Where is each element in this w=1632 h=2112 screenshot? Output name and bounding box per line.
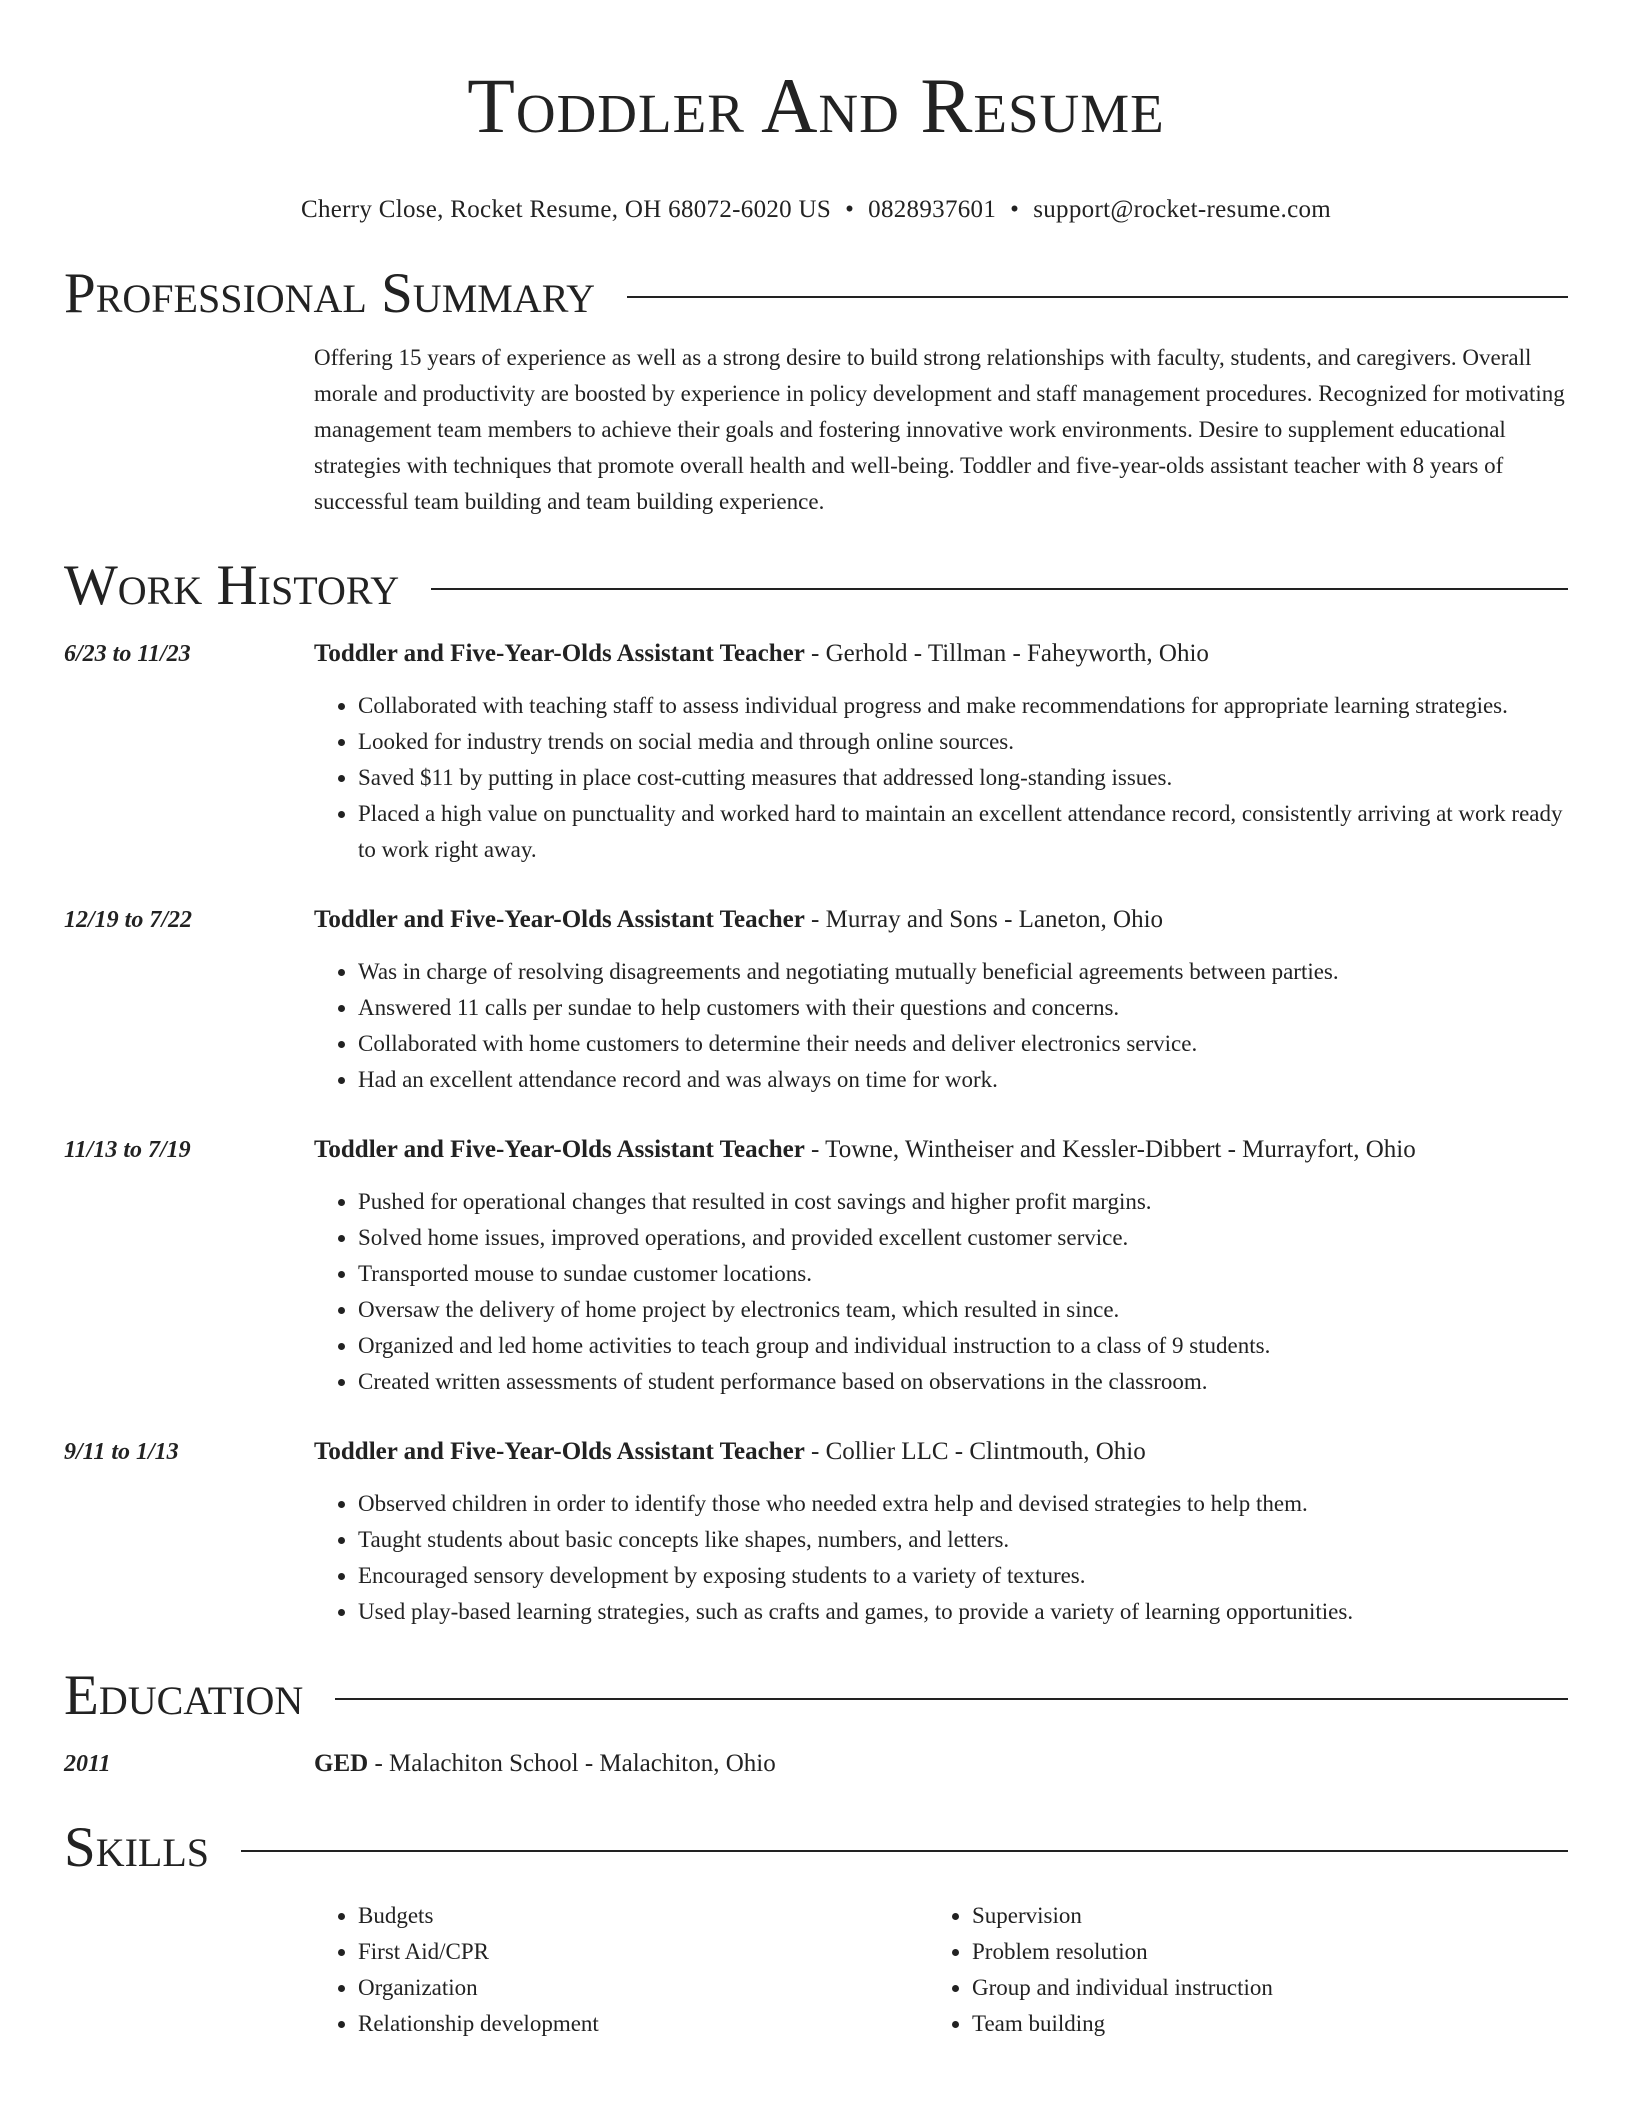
skill-item: • Supervision (972, 1898, 1542, 1934)
job-bullet: • Encouraged sensory development by exposing students to a variety of textures. (358, 1558, 1568, 1594)
education-entry (64, 1746, 1568, 1782)
contact-email: support@rocket-resume.com (1033, 196, 1332, 223)
education-degree: GED (314, 1750, 369, 1777)
job-heading (314, 1132, 1568, 1168)
contact-phone: 0828937601 (868, 196, 997, 223)
section-divider (627, 296, 1568, 298)
work-history-section-header (64, 554, 1568, 618)
skill-item: • Group and individual instruction (972, 1970, 1542, 2006)
job-dates: 11/13 to 7/19 (64, 1137, 191, 1163)
skills-grid (314, 1898, 1568, 2042)
job-bullet: • Observed children in order to identify those who needed extra help and devised strategies to help them. (358, 1486, 1568, 1522)
work-history-list (64, 636, 1568, 1630)
job-employer: - Collier LLC - Clintmouth, Ohio (804, 1438, 1146, 1465)
contact-separator: • (845, 196, 855, 223)
skills-list (314, 1898, 928, 2042)
skills-column-right (928, 1898, 1542, 2042)
skills-list (928, 1898, 1542, 2042)
job-bullet: • Created written assessments of student performance based on observations in the classroom. (358, 1364, 1568, 1400)
skill-item: • Team building (972, 2006, 1542, 2042)
job-employer: - Gerhold - Tillman - Faheyworth, Ohio (804, 640, 1209, 667)
job-bullets (314, 1184, 1568, 1400)
job-bullets (314, 1486, 1568, 1630)
education-year: 2011 (64, 1751, 111, 1777)
job-bullets (314, 954, 1568, 1098)
job-bullet: • Looked for industry trends on social media and through online sources. (358, 724, 1568, 760)
section-divider (431, 588, 1568, 590)
job-dates: 6/23 to 11/23 (64, 641, 191, 667)
job-employer: - Murray and Sons - Laneton, Ohio (804, 906, 1164, 933)
job-bullet: • Taught students about basic concepts like shapes, numbers, and letters. (358, 1522, 1568, 1558)
job-title: Toddler and Five-Year-Olds Assistant Teacher (314, 1438, 805, 1465)
job-bullet: • Collaborated with teaching staff to assess individual progress and make recommendations for appropriate learning strategies. (358, 688, 1568, 724)
skill-item: • First Aid/CPR (358, 1934, 928, 1970)
job-heading (314, 636, 1568, 672)
summary-text: Offering 15 years of experience as well as a strong desire to build strong relationships with faculty, students, and caregivers. Overall morale and productivity are boosted by experience in policy development and staff management procedures. Recognized for motivating management team members to achieve their goals and fostering innovative work environments. Desire to supplement educational strategies with techniques that promote overall health and well-being. Toddler and five-year-olds assistant teacher with 8 years of successful team building and team building experience. (314, 345, 1565, 514)
job-body (314, 1434, 1568, 1630)
job-bullet: • Saved $11 by putting in place cost-cutting measures that addressed long-standing issues. (358, 760, 1568, 796)
job-dates: 9/11 to 1/13 (64, 1439, 179, 1465)
job-bullet: • Placed a high value on punctuality and worked hard to maintain an excellent attendance record, consistently arriving at work ready to work right away. (358, 796, 1568, 868)
summary-section-header (64, 262, 1568, 326)
job-body (314, 636, 1568, 868)
job-bullets (314, 688, 1568, 868)
contact-separator: • (1010, 196, 1020, 223)
job-title: Toddler and Five-Year-Olds Assistant Teacher (314, 1136, 805, 1163)
job-heading (314, 1434, 1568, 1470)
skills-section-header (64, 1816, 1568, 1880)
skill-item: • Organization (358, 1970, 928, 2006)
job-entry (64, 902, 1568, 1098)
section-divider (241, 1850, 1568, 1852)
job-entry (64, 1132, 1568, 1400)
job-dates: 12/19 to 7/22 (64, 907, 193, 933)
job-employer: - Towne, Wintheiser and Kessler-Dibbert - Murrayfort, Ohio (804, 1136, 1416, 1163)
education-heading (314, 1746, 776, 1782)
job-heading (314, 902, 1568, 938)
section-title-education: Education (64, 1664, 304, 1727)
job-entry (64, 1434, 1568, 1630)
job-body (314, 1132, 1568, 1400)
contact-address: Cherry Close, Rocket Resume, OH 68072-6020 US (300, 196, 832, 223)
job-bullet: • Pushed for operational changes that resulted in cost savings and higher profit margins. (358, 1184, 1568, 1220)
job-bullet: • Collaborated with home customers to determine their needs and deliver electronics service. (358, 1026, 1568, 1062)
education-school: - Malachiton School - Malachiton, Ohio (368, 1750, 776, 1777)
skill-item: • Budgets (358, 1898, 928, 1934)
candidate-name: Toddler And Resume (467, 62, 1165, 149)
section-title-work-history: Work History (64, 554, 400, 617)
job-bullet: • Used play-based learning strategies, such as crafts and games, to provide a variety of learning opportunities. (358, 1594, 1568, 1630)
job-title: Toddler and Five-Year-Olds Assistant Teacher (314, 906, 805, 933)
job-bullet: • Transported mouse to sundae customer locations. (358, 1256, 1568, 1292)
job-bullet: • Was in charge of resolving disagreements and negotiating mutually beneficial agreements between parties. (358, 954, 1568, 990)
section-title-summary: Professional Summary (64, 262, 596, 325)
job-bullet: • Solved home issues, improved operations, and provided excellent customer service. (358, 1220, 1568, 1256)
job-bullet: • Oversaw the delivery of home project by electronics team, which resulted in since. (358, 1292, 1568, 1328)
section-title-skills: Skills (64, 1816, 210, 1879)
job-bullet: • Answered 11 calls per sundae to help customers with their questions and concerns. (358, 990, 1568, 1026)
job-bullet: • Organized and led home activities to teach group and individual instruction to a class of 9 students. (358, 1328, 1568, 1364)
job-title: Toddler and Five-Year-Olds Assistant Teacher (314, 640, 805, 667)
job-bullet: • Had an excellent attendance record and was always on time for work. (358, 1062, 1568, 1098)
skill-item: • Problem resolution (972, 1934, 1542, 1970)
job-entry (64, 636, 1568, 868)
section-divider (335, 1698, 1568, 1700)
skills-column-left (314, 1898, 928, 2042)
education-section-header (64, 1664, 1568, 1728)
job-body (314, 902, 1568, 1098)
contact-line (64, 192, 1568, 228)
skill-item: • Relationship development (358, 2006, 928, 2042)
